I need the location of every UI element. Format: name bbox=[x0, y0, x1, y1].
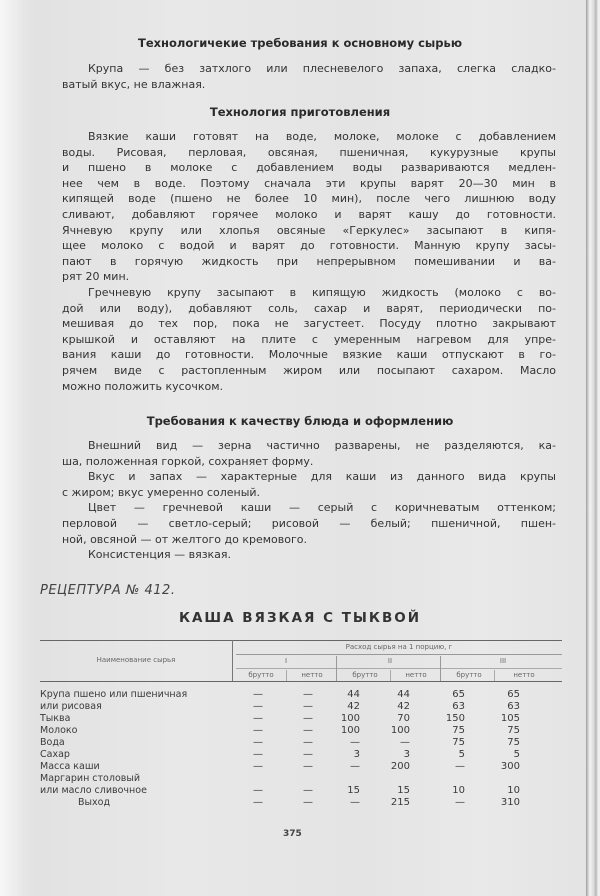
cell: — bbox=[253, 713, 263, 724]
table-subheader-net: нетто bbox=[301, 671, 323, 679]
table-header-col-2: II bbox=[387, 657, 393, 665]
cell: 5 bbox=[513, 749, 520, 760]
cell: 42 bbox=[347, 701, 360, 712]
cell: 15 bbox=[347, 785, 360, 796]
section-heading-raw-material: Технологичекие требования к основному сырью bbox=[137, 36, 462, 50]
cell: 100 bbox=[340, 713, 360, 724]
table-row bbox=[0, 701, 600, 713]
text-line: крышкой и оставляют на плите с умеренным нагревом для упре- bbox=[62, 332, 556, 346]
text-line: пают в горячую жидкость при непрерывном помешивании и ва- bbox=[62, 254, 556, 268]
table-subheader-net: нетто bbox=[513, 671, 535, 679]
text-line: дой или воду), добавляют соль, сахар и варят, периодически по- bbox=[62, 301, 556, 315]
table-sub-rule bbox=[236, 668, 562, 669]
ingredient-name: Вода bbox=[40, 737, 65, 748]
table-header-col-1: I bbox=[284, 657, 288, 665]
cell: 310 bbox=[500, 797, 520, 808]
ingredient-name: Сахар bbox=[40, 749, 70, 760]
text-line: Внешний вид — зерна частично разварены, не разделяются, ка- bbox=[88, 439, 556, 452]
paragraph-preparation bbox=[62, 129, 556, 394]
cell: — bbox=[303, 725, 313, 736]
ingredient-name: или масло сливочное bbox=[40, 785, 147, 796]
table-divider bbox=[232, 640, 233, 681]
table-row bbox=[0, 725, 600, 737]
ingredient-name: Тыква bbox=[40, 713, 71, 724]
text-line: щее молоко с водой и варят до готовности. Манную крупу засы- bbox=[62, 239, 556, 253]
text-line: воды. Рисовая, перловая, овсяная, пшеничная, кукурузные крупы bbox=[62, 145, 556, 159]
text-line: Цвет — гречневой каши — серый с коричневатым оттенком; bbox=[88, 501, 556, 515]
dish-title: КАША ВЯЗКАЯ С ТЫКВОЙ bbox=[178, 610, 422, 626]
text-line: Консистенция — вязкая. bbox=[88, 548, 232, 562]
ingredient-name: Маргарин столовый bbox=[40, 773, 141, 784]
cell: 63 bbox=[507, 701, 520, 712]
text-line: рят 20 мин. bbox=[62, 270, 130, 284]
cell: — bbox=[253, 761, 263, 772]
cell: 3 bbox=[403, 749, 410, 760]
cell: 5 bbox=[458, 749, 465, 760]
cell: 75 bbox=[452, 725, 465, 736]
cell: — bbox=[303, 761, 313, 772]
cell: 75 bbox=[452, 737, 465, 748]
cell: 65 bbox=[507, 689, 520, 700]
cell: — bbox=[253, 749, 263, 760]
cell: 65 bbox=[452, 689, 465, 700]
text-line: нее чем в воде. Поэтому сначала эти крупы варят 20—30 мин в bbox=[62, 176, 556, 190]
cell: 100 bbox=[340, 725, 360, 736]
table-group-rule bbox=[236, 654, 562, 655]
cell: — bbox=[303, 713, 313, 724]
table-subheader-gross: брутто bbox=[248, 671, 274, 679]
table-header-bottom-rule bbox=[40, 681, 562, 682]
text-line: вания каши до готовности. Молочные вязкие каши отпускают в го- bbox=[62, 348, 556, 362]
cell: — bbox=[253, 797, 263, 808]
table-row bbox=[0, 713, 600, 725]
text-line: кипящей воде (пшено не более 10 мин), после чего лишнюю воду bbox=[62, 192, 556, 206]
text-line: и пшено в молоке с добавлением воды развариваются медлен- bbox=[62, 161, 556, 175]
table-row bbox=[0, 761, 600, 773]
cell: — bbox=[350, 761, 360, 772]
cell: — bbox=[400, 737, 410, 748]
paragraph-raw-material bbox=[62, 61, 556, 92]
section-heading-quality: Требования к качеству блюда и оформлению bbox=[146, 414, 454, 428]
cell: 105 bbox=[500, 713, 520, 724]
cell: 10 bbox=[507, 785, 520, 796]
table-row bbox=[0, 737, 600, 749]
text-line: ватый вкус, не влажная. bbox=[62, 77, 206, 91]
cell: 70 bbox=[397, 713, 410, 724]
ingredient-name: Молоко bbox=[40, 725, 78, 736]
ingredient-name: Крупа пшено или пшеничная bbox=[40, 689, 188, 700]
cell: — bbox=[253, 785, 263, 796]
table-divider bbox=[336, 656, 337, 681]
cell: 63 bbox=[452, 701, 465, 712]
cell: — bbox=[303, 689, 313, 700]
table-subheader-net: нетто bbox=[405, 671, 427, 679]
section-heading-preparation: Технология приготовления bbox=[209, 105, 391, 119]
ingredient-name: Масса каши bbox=[40, 761, 100, 772]
text-line: Гречневую крупу засыпают в кипящую жидкость (молоко с во- bbox=[88, 285, 556, 299]
table-row bbox=[0, 689, 600, 701]
cell: 3 bbox=[353, 749, 360, 760]
text-line: Вкус и запах — характерные для каши из данного вида крупы bbox=[88, 470, 556, 484]
cell: — bbox=[455, 797, 465, 808]
cell: 10 bbox=[452, 785, 465, 796]
text-line: ной, овсяной — от желтого до кремового. bbox=[62, 532, 307, 546]
cell: 75 bbox=[507, 725, 520, 736]
table-header-group: Расход сырья на 1 порцию, г bbox=[345, 643, 453, 651]
cell: — bbox=[303, 749, 313, 760]
cell: 100 bbox=[390, 725, 410, 736]
ingredient-name: или рисовая bbox=[40, 701, 102, 712]
table-subheader-gross: брутто bbox=[352, 671, 378, 679]
cell: — bbox=[303, 797, 313, 808]
cell: — bbox=[303, 701, 313, 712]
page-number: 375 bbox=[283, 829, 302, 839]
table-top-rule bbox=[40, 640, 562, 641]
text-line: с жиром; вкус умеренно соленый. bbox=[62, 485, 261, 499]
text-line: Ячневую крупу или хлопья овсяные «Геркулес» засыпают в кипя- bbox=[62, 223, 556, 237]
cell: 200 bbox=[390, 761, 410, 772]
table-divider bbox=[390, 670, 391, 681]
text-line: сливают, добавляют горячее молоко и варят кашу до готовности. bbox=[62, 207, 556, 221]
text-line: рячем виде с растопленным жиром или посыпают сахаром. Масло bbox=[62, 363, 556, 377]
cell: — bbox=[253, 689, 263, 700]
ingredient-name: Выход bbox=[78, 797, 111, 808]
cell: 44 bbox=[347, 689, 360, 700]
cell: — bbox=[253, 725, 263, 736]
text-line: можно положить кусочком. bbox=[62, 379, 224, 393]
cell: 150 bbox=[445, 713, 465, 724]
cell: — bbox=[303, 737, 313, 748]
table-row bbox=[0, 785, 600, 797]
cell: 42 bbox=[397, 701, 410, 712]
table-row bbox=[0, 749, 600, 761]
table-subheader-gross: брутто bbox=[456, 671, 482, 679]
table-header-col-3: III bbox=[499, 657, 507, 665]
text-line: Вязкие каши готовят на воде, молоке, молоке с добавлением bbox=[88, 130, 556, 143]
text-line: перловой — светло-серый; рисовой — белый; пшеничной, пшен- bbox=[62, 516, 556, 530]
table-divider bbox=[286, 670, 287, 681]
text-line: ша, положенная горкой, сохраняет форму. bbox=[62, 454, 314, 468]
cell: 44 bbox=[397, 689, 410, 700]
cell: — bbox=[350, 737, 360, 748]
table-divider bbox=[494, 670, 495, 681]
table-row-total bbox=[0, 797, 600, 809]
cell: 215 bbox=[390, 797, 410, 808]
table-row bbox=[0, 773, 600, 785]
cell: — bbox=[253, 701, 263, 712]
cell: 75 bbox=[507, 737, 520, 748]
cell: — bbox=[303, 785, 313, 796]
cell: — bbox=[350, 797, 360, 808]
paragraph-quality bbox=[62, 438, 556, 563]
cell: — bbox=[455, 761, 465, 772]
cell: 15 bbox=[397, 785, 410, 796]
cell: — bbox=[253, 737, 263, 748]
recipe-number: РЕЦЕПТУРА № 412. bbox=[40, 583, 176, 598]
text-line: мешивая до тех пор, пока не загустеет. Посуду плотно закрывают bbox=[62, 317, 556, 331]
cell: 300 bbox=[500, 761, 520, 772]
text-line: Крупа — без затхлого или плесневелого запаха, слегка сладко- bbox=[88, 62, 556, 75]
table-header-name: Наименование сырья bbox=[96, 656, 176, 664]
table-divider bbox=[440, 656, 441, 681]
